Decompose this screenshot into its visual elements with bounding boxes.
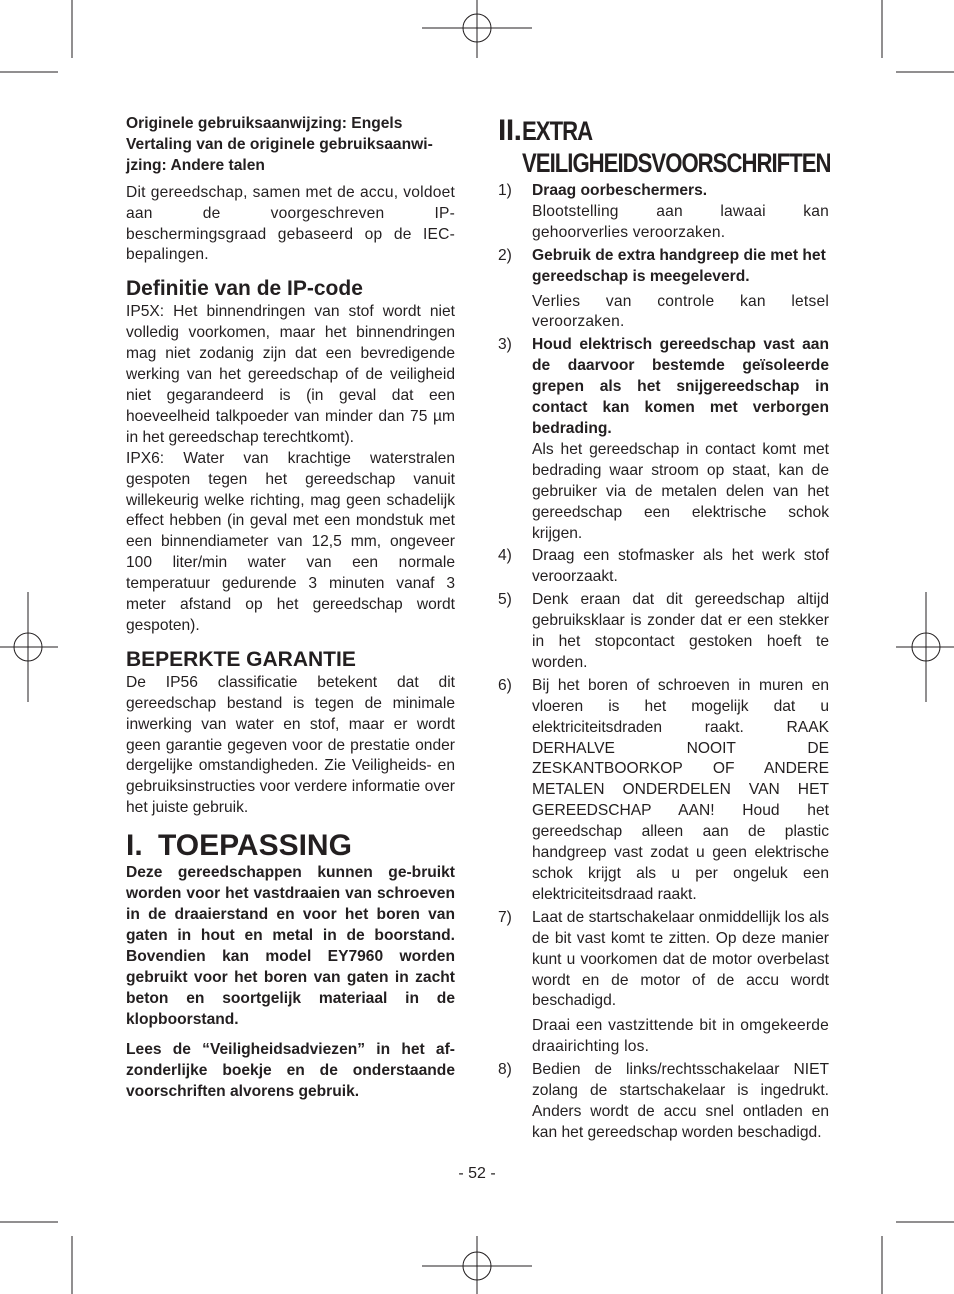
safety-item-1 [498,181,829,244]
item-text: Bij het boren of schroeven in muren en vloeren is het mogelijk dat u elektriciteitsdraden raakt. RAAK DERHALVE NOOIT DE ZESKANTBOORKOP OF ANDERE METALEN ONDERDELEN VAN HET GEREEDSCHAP AAN! Houd het gereedschap alleen aan de plastic handgreep vast zodat u geen elektrische schok krijgt als u per ongeluk een elektriciteitsdraad raakt. [532,676,829,903]
item-number: 8) [498,1061,512,1079]
item-text: Denk eraan dat dit gereedschap altijd gebruiksklaar is zonder dat er een stekker in het stopcontact gestoken hoeft te worden. [532,591,829,671]
safety-item-7 [498,908,829,1058]
warranty-paragraph: De IP56 classificatie betekent dat dit gereedschap bestand is tegen de minimale inwerking van water en stof, maar er wordt geen garantie gegeven voor de prestatie onder dergelijke omstandigheden. Zie Veiligheids- en gebruiksinstructies voor verdere informatie over het juiste gebruik. [126,673,455,817]
ip-intro-paragraph: Dit gereedschap, samen met de accu, voldoet aan de voorgeschreven IP-beschermingsgraad gebaseerd op de IEC-bepalingen. [126,183,455,264]
safety-item-8 [498,1060,829,1144]
item-number: 4) [498,547,512,565]
item-bold-text: Draag oorbeschermers. [532,182,708,199]
read-safety-note: Lees de “Veiligheidsadviezen” in het af-zonderlijke boekje en de onderstaande voorschriften alvorens gebruik. [126,1041,455,1101]
section-2-title-line-1: EXTRA [521,116,592,146]
left-column [126,114,455,1103]
item-extra-text: Draai een vastzittende bit in omgekeerde draairichting los. [532,1017,829,1056]
section-2-title-line-2: VEILIGHEIDSVOORSCHRIFTEN [521,148,831,178]
warranty-heading: BEPERKTE GARANTIE [126,647,356,671]
safety-item-3 [498,335,829,544]
item-number: 5) [498,591,512,609]
item-text: Draag een stofmasker als het werk stof veroorzaakt. [532,547,829,586]
safety-item-2 [498,246,829,334]
section-2-heading [498,115,829,179]
ip-code-heading: Definitie van de IP-code [126,277,363,301]
item-text: Als het gereedschap in contact komt met bedrading waar stroom op staat, kan de gebruiker via de metalen delen van het gereedschap een elektrische schok krijgen. [532,440,829,542]
ipx6-paragraph: IPX6: Water van krachtige waterstralen gespoten tegen het gereedschap vanuit willekeurig welke richting, mag geen schadelijk effect hebben (in geval met een mondstuk met een binnendiameter van 12,5 mm, ongeveer 100 liter/min water van een normale temperatuur gedurende 3 minuten vanaf 3 meter afstand op het gereedschap wordt gespoten). [126,449,455,634]
item-number: 2) [498,246,512,264]
section-2-number: II. [498,114,522,147]
item-bold-text: Gebruik de extra handgreep die met het gereedschap is meegeleverd. [532,246,826,285]
page-number: - 52 - [458,1165,496,1182]
section-1-title: TOEPASSING [158,829,352,863]
item-number: 7) [498,908,512,926]
item-number: 1) [498,182,512,199]
item-text: Blootstelling aan lawaai kan gehoorverlies veroorzaken. [532,202,829,241]
item-number: 3) [498,336,512,354]
right-column [498,115,829,1144]
item-text: Laat de startschakelaar onmiddellijk los als de bit vast komt te zitten. Op deze manier kunt u voorkomen dat de motor overbelast wordt en de motor of de accu wordt beschadigd. [532,908,829,1010]
item-text: Bedien de links/rechtsschakelaar NIET zolang de startschakelaar is ingedrukt. Anders wordt de accu snel ontladen en kan het gereedschap worden beschadigd. [532,1061,829,1141]
ip5x-paragraph: IP5X: Het binnendringen van stof wordt niet volledig voorkomen, maar het binnendringen mag niet zodanig zijn dat een bevredigende werking van het gereedschap of de veiligheid niet gegarandeerd is (in geval dat een hoeveelheid talkpoeder van minder dan 75 µm in het gereedschap terechtkomt). [126,303,455,446]
safety-item-4 [498,546,829,588]
safety-item-5 [498,590,829,674]
item-number: 6) [498,676,512,694]
section-1-heading [126,829,455,863]
item-text: Verlies van controle kan letsel veroorzaken. [532,292,829,331]
language-note: Originele gebruiksaanwijzing: Engels Vertaling van de originele gebruiksaanwi-jzing: Andere talen [126,115,433,174]
safety-item-6 [498,676,829,906]
item-bold-text: Houd elektrisch gereedschap vast aan de daarvoor bestemde geïsoleerde grepen als het snijgereedschap in contact kan komen met verborgen bedrading. [532,336,829,437]
section-1-number: I. [126,829,143,863]
application-paragraph: Deze gereedschappen kunnen ge-bruikt worden voor het vastdraaien van schroeven in de draaierstand en voor het boren van gaten in hout en metal in de boorstand. Bovendien kan model EY7960 worden gebruikt voor het boren van gaten in zacht beton en soortgelijk materiaal in de klopboorstand. [126,864,455,1028]
